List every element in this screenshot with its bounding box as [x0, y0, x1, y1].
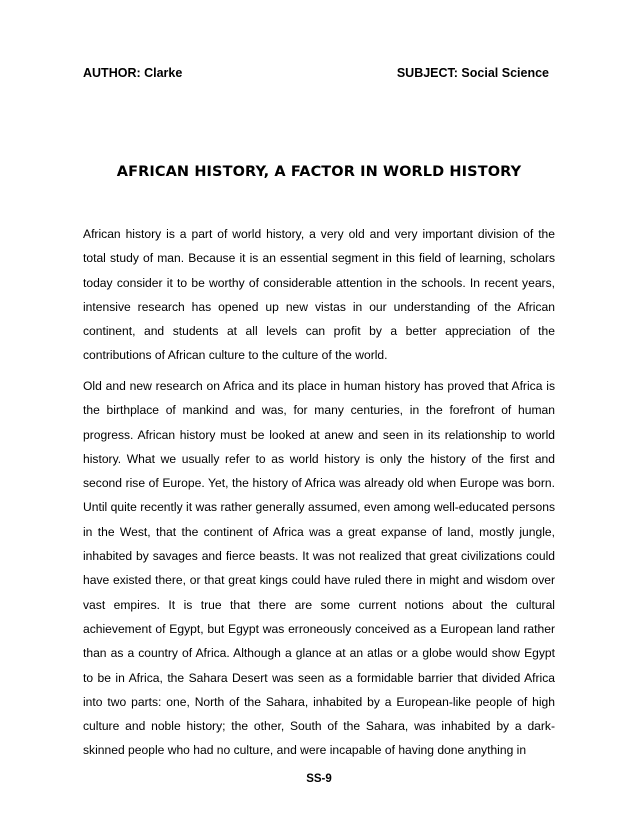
document-header [83, 66, 551, 80]
author-label: AUTHOR: Clarke [83, 66, 183, 80]
page-number: SS-9 [306, 773, 332, 785]
document-title: AFRICAN HISTORY, A FACTOR IN WORLD HISTORY [116, 164, 522, 180]
paragraph-2: Old and new research on Africa and its place in human history has proved that Africa is the birthplace of mankind and was, for many centuries, in the forefront of human progress. African history must be looked at anew and seen in its relationship to world history. What we usually refer to as world history is only the history of the first and second rise of Europe. Yet, the history of Africa was already old when Europe was born. Until quite recently it was rather generally assumed, even among well-educated persons in the West, that the continent of Africa was a great expanse of land, mostly jungle, inhabited by savages and fierce beasts. It was not realized that great civilizations could have existed there, or that great kings could have ruled there in might and wisdom over vast empires. It is true that there are some current notions about the cultural achievement of Egypt, but Egypt was erroneously conceived as a European land rather than as a country of Africa. Although a glance at an atlas or a globe would show Egypt to be in Africa, the Sahara Desert was seen as a formidable barrier that divided Africa into two parts: one, North of the Sahara, inhabited by a European-like people of high culture and noble history; the other, South of the Sahara, was inhabited by a dark-skinned people who had no culture, and were incapable of having done anything in [83, 379, 555, 758]
subject-label: SUBJECT: Social Science [396, 66, 549, 80]
paragraph-1: African history is a part of world history, a very old and very important division of the total study of man. Because it is an essential segment in this field of learning, scholars today consider it to be worthy of considerable attention in the schools. In recent years, intensive research has opened up new vistas in our understanding of the African continent, and students at all levels can profit by a better appreciation of the contributions of African culture to the culture of the world. [83, 227, 555, 363]
